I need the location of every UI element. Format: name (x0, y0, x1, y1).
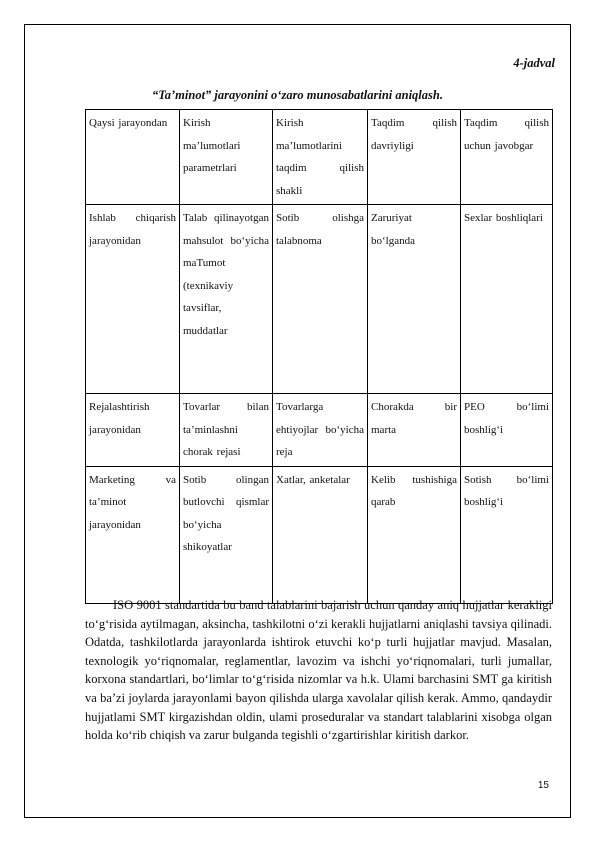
table-cell: Sotib olishga talabnoma (273, 205, 368, 394)
table-cell: Talab qilinayotgan mahsulot bo‘yicha maTumot (texnikaviy tavsiflar, muddatlar (180, 205, 273, 394)
body-paragraph (85, 596, 552, 745)
table-cell: Kirish ma’lumotlari parametrlari (180, 110, 273, 205)
table-row (86, 394, 553, 467)
table-cell: Sotib olingan butlovchi qismlar bo‘yicha shikoyatlar (180, 466, 273, 603)
table-row (86, 205, 553, 394)
table-cell: Rejalashtirish jarayonidan (86, 394, 180, 467)
table-cell: Kirish ma’lumotlarini taqdim qilish shakli (273, 110, 368, 205)
relations-table (85, 109, 553, 604)
body-paragraph-text: ISO 9001 standartida bu band talablarini bajarish uchun qanday aniq hujjatlar kerakligi to‘g‘risida aytilmagan, aksincha, tashkilotni o‘zi kerakli hujjatlarni aniqlashi tavsiya qilinadi. Odatda, tashkilotlarda jarayonlarda ishtirok etuvchi ko‘p turli hujjatlar mavjud. Masalan, texnologik yo‘riqnomalar, reglamentlar, lavozim va ishchi yo‘riqnomalari, turli jumallar, korxona standartlari, bo‘limlar to‘g‘risida nizomlar va h.k. Ulami barchasini SMT ga kiritish va ba’zi joylarda jarayonlami bayon qilishda ularga xavolalar qilish kerak. Ammo, qandaydir hujjatlami SMT kirgazishdan oldin, ulami proseduralar va standart talablarini xisobga olgan holda ko‘rib chiqish va zarur bulganda tegishli o‘zgartirishlar kiritish darkor. (85, 598, 552, 743)
table-cell: Tovarlar bilan ta’minlashni chorak rejasi (180, 394, 273, 467)
table-number-label: 4-jadval (513, 56, 555, 70)
table-cell: Taqdim qilish davriyligi (368, 110, 461, 205)
table-cell: Kelib tushishiga qarab (368, 466, 461, 603)
table-cell: Taqdim qilish uchun javobgar (461, 110, 553, 205)
table-cell: PEO bo‘limi boshlig‘i (461, 394, 553, 467)
table-cell: Zaruriyat bo‘lganda (368, 205, 461, 394)
table-cell: Sotish bo‘limi boshlig‘i (461, 466, 553, 603)
table-cell: Xatlar, anketalar (273, 466, 368, 603)
table-cell: Sexlar boshliqlari (461, 205, 553, 394)
table-row (86, 466, 553, 603)
table-cell: Chorakda bir marta (368, 394, 461, 467)
table-cell: Tovarlarga ehtiyojlar bo‘yicha reja (273, 394, 368, 467)
table-cell: Marketing va ta’minot jarayonidan (86, 466, 180, 603)
table-title: “Ta’minot” jarayonini o‘zaro munosabatlarini aniqlash. (152, 88, 443, 102)
table-cell: Ishlab chiqarish jarayonidan (86, 205, 180, 394)
table-cell: Qaysi jarayondan (86, 110, 180, 205)
page-number: 15 (537, 780, 549, 791)
table-header-row (86, 110, 553, 205)
